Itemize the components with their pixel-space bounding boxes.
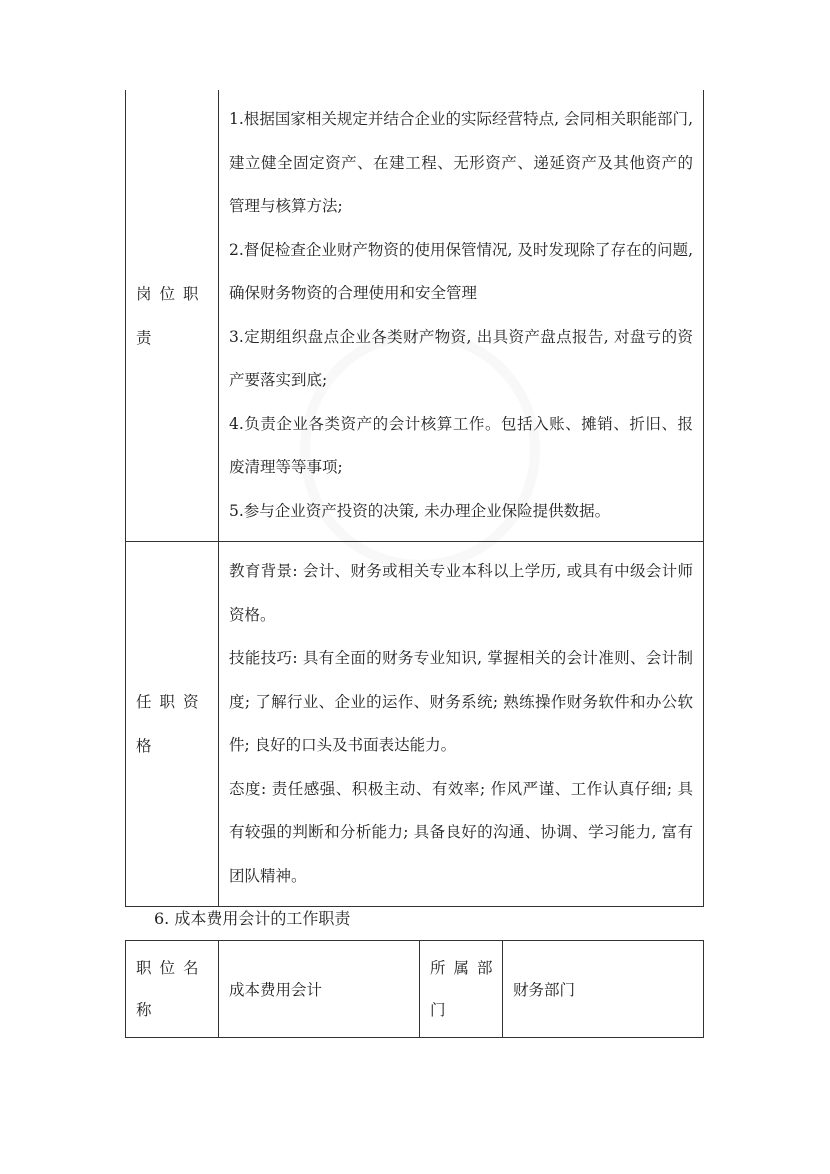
qualifications-label: 任职资格 bbox=[126, 542, 219, 907]
position-name-value: 成本费用会计 bbox=[219, 941, 420, 1038]
duty-item-3: 3.定期组织盘点企业各类财产物资, 出具资产盘点报告, 对盘亏的资产要落实到底; bbox=[229, 327, 693, 389]
qualification-attitude: 态度: 责任感强、积极主动、有效率; 作风严谨、工作认真仔细; 具有较强的判断和分析能力; 具备良好的沟通、协调、学习能力, 富有团队精神。 bbox=[229, 779, 693, 885]
duty-item-5: 5.参与企业资产投资的决策, 未办理企业保险提供数据。 bbox=[229, 501, 611, 520]
duties-cell bbox=[219, 90, 704, 542]
qualification-education: 教育背景: 会计、财务或相关专业本科以上学历, 或具有中级会计师资格。 bbox=[229, 562, 693, 624]
qualifications-cell bbox=[219, 542, 704, 907]
department-value: 财务部门 bbox=[503, 941, 704, 1038]
duty-item-1: 1.根据国家相关规定并结合企业的实际经营特点, 会同相关职能部门, 建立健全固定资产、在建工程、无形资产、递延资产及其他资产的管理与核算方法; bbox=[229, 110, 693, 215]
position-info-table bbox=[125, 940, 704, 1038]
job-description-table bbox=[125, 90, 704, 907]
duties-row bbox=[126, 90, 704, 542]
duty-item-2: 2.督促检查企业财产物资的使用保管情况, 及时发现除了存在的问题, 确保财务物资的合理使用和安全管理 bbox=[229, 240, 693, 302]
qualifications-row bbox=[126, 542, 704, 907]
duties-label: 岗位职责 bbox=[126, 90, 219, 542]
section-caption: 6. 成本费用会计的工作职责 bbox=[154, 909, 351, 928]
qualification-skills: 技能技巧: 具有全面的财务专业知识, 掌握相关的会计准则、会计制度; 了解行业、企业的运作、财务系统; 熟练操作财务软件和办公软件; 良好的口头及书面表达能力。 bbox=[229, 649, 693, 754]
department-label: 所属部门 bbox=[420, 941, 503, 1038]
position-info-row bbox=[126, 941, 704, 1038]
duty-item-4: 4.负责企业各类资产的会计核算工作。包括入账、摊销、折旧、报废清理等等事项; bbox=[229, 414, 693, 476]
position-name-label: 职位名称 bbox=[126, 941, 219, 1038]
